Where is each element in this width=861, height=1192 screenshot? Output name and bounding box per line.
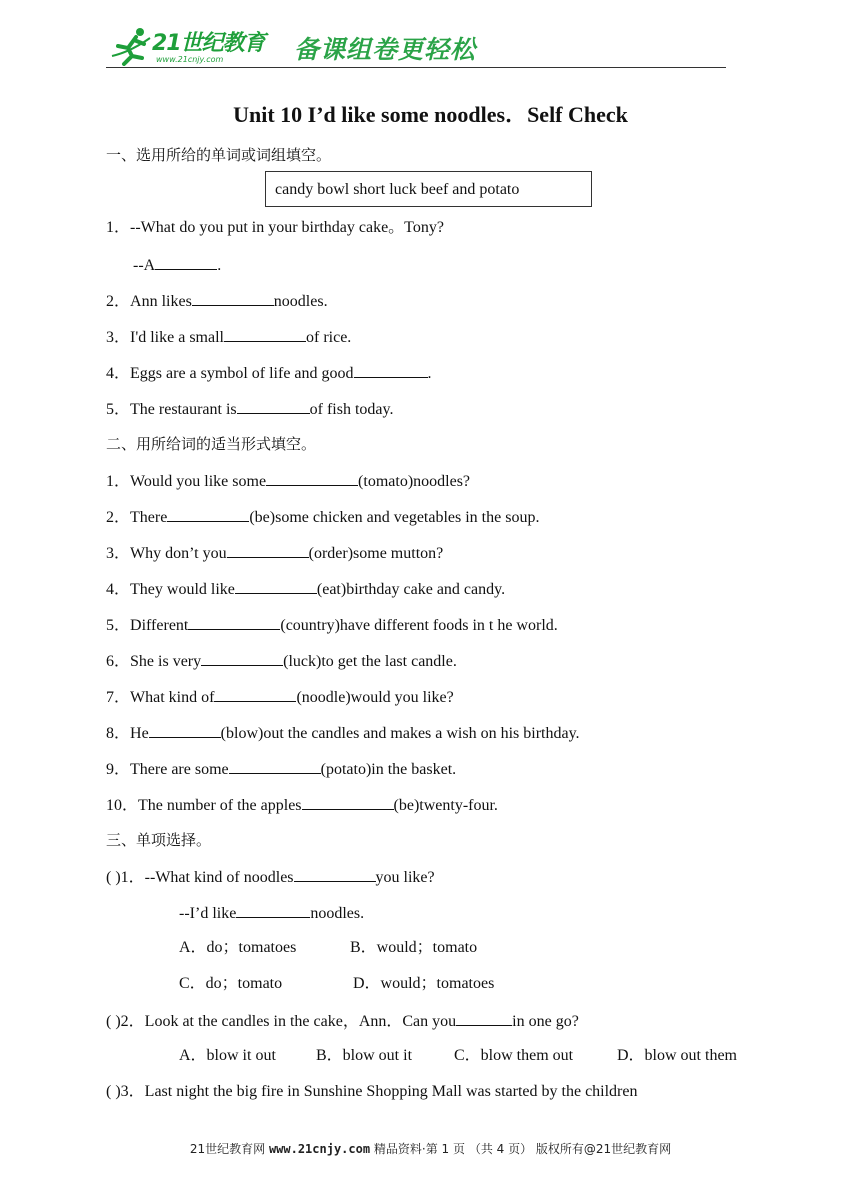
- question-text: --I’d like: [179, 905, 237, 922]
- question-text: (tomato)noodles?: [358, 473, 471, 490]
- answer-blank[interactable]: [229, 758, 321, 774]
- footer-site: 21世纪教育网: [189, 1142, 266, 1156]
- page-footer: [0, 1140, 861, 1157]
- question-text: Different: [130, 617, 189, 634]
- answer-blank[interactable]: [235, 578, 317, 594]
- answer-blank[interactable]: [224, 326, 306, 342]
- page-title: Unit 10 I’d like some noodles．Self Check: [233, 102, 628, 127]
- answer-blank[interactable]: [236, 902, 310, 918]
- answer-blank[interactable]: [302, 794, 394, 810]
- answer-blank[interactable]: [237, 398, 310, 414]
- question-text: in one go?: [512, 1013, 579, 1030]
- question-number: 1．: [106, 473, 131, 490]
- answer-blank[interactable]: [201, 650, 283, 666]
- question-text: (potato)in the basket.: [320, 761, 457, 778]
- answer-blank[interactable]: [456, 1010, 512, 1026]
- question-line: [106, 290, 328, 312]
- question-text: (blow)out the candles and makes a wish on his birthday.: [220, 725, 580, 742]
- question-number: 3．: [106, 329, 131, 346]
- mc-option[interactable]: A．do；tomatoes: [179, 939, 297, 956]
- answer-parenthesis[interactable]: ( )1．: [106, 869, 145, 886]
- question-number: 6．: [106, 653, 131, 670]
- answer-blank[interactable]: [227, 542, 309, 558]
- question-text: Look at the candles in the cake，Ann．Can you: [144, 1013, 457, 1030]
- answer-blank[interactable]: [266, 470, 358, 486]
- section-heading-1: 一、选用所给的单词或词组填空。: [106, 146, 332, 164]
- question-number: 2．: [106, 293, 131, 310]
- footer-url[interactable]: www.21cnjy.com: [268, 1142, 371, 1156]
- question-number: 3．: [106, 545, 131, 562]
- question-line: [133, 254, 221, 276]
- question-number: 8．: [106, 725, 131, 742]
- mc-option[interactable]: A．blow it out: [179, 1047, 276, 1064]
- runner-logo-icon: [110, 26, 154, 66]
- question-text: Ann likes: [130, 293, 192, 310]
- question-line: [106, 722, 580, 744]
- question-text: noodles.: [310, 905, 365, 922]
- question-line: [106, 506, 539, 528]
- answer-blank[interactable]: [294, 866, 376, 882]
- question-text: Last night the big fire in Sunshine Shopping Mall was started by the children: [144, 1083, 638, 1100]
- section-heading-2: 二、用所给词的适当形式填空。: [106, 435, 317, 453]
- answer-blank[interactable]: [167, 506, 249, 522]
- question-text: He: [130, 725, 149, 742]
- question-line: [106, 614, 558, 636]
- mc-option[interactable]: B．would；tomato: [350, 939, 478, 956]
- question-text: (be)twenty-four.: [393, 797, 498, 814]
- answer-blank[interactable]: [149, 722, 221, 738]
- footer-info: 精品资料·第 1 页 （共 4 页） 版权所有@21世纪教育网: [373, 1142, 672, 1156]
- question-text: you like?: [375, 869, 435, 886]
- question-text: of rice.: [305, 329, 352, 346]
- answer-blank[interactable]: [188, 614, 280, 630]
- word-box: [265, 171, 592, 207]
- question-number: 7．: [106, 689, 131, 706]
- question-text: noodles.: [273, 293, 328, 310]
- question-number: 2．: [106, 509, 131, 526]
- question-number: 1．: [106, 219, 131, 236]
- answer-blank[interactable]: [192, 290, 274, 306]
- question-text: of fish today.: [309, 401, 394, 418]
- question-line: [106, 794, 498, 816]
- word-box-text: candy bowl short luck beef and potato: [275, 181, 520, 198]
- mc-option[interactable]: D．blow out them: [617, 1047, 737, 1064]
- answer-blank[interactable]: [214, 686, 296, 702]
- question-text: The restaurant is: [130, 401, 237, 418]
- question-text: .: [427, 365, 432, 382]
- page-header: [106, 24, 726, 70]
- mc-question: [106, 1082, 637, 1102]
- header-divider: [106, 67, 726, 68]
- question-text: There are some: [130, 761, 229, 778]
- question-text: Eggs are a symbol of life and good: [130, 365, 354, 382]
- question-number: 9．: [106, 761, 131, 778]
- mc-option[interactable]: C．blow them out: [454, 1047, 574, 1064]
- question-line: [106, 578, 505, 600]
- question-text: .: [217, 257, 222, 274]
- question-text: I'd like a small: [130, 329, 224, 346]
- mc-option[interactable]: C．do；tomato: [179, 975, 283, 992]
- question-number: 5．: [106, 401, 131, 418]
- question-text: (be)some chicken and vegetables in the soup.: [249, 509, 540, 526]
- question-text: There: [130, 509, 168, 526]
- logo-url: www.21cnjy.com: [156, 55, 224, 64]
- question-text: (luck)to get the last candle.: [283, 653, 457, 670]
- question-line: [106, 362, 432, 384]
- question-text: Would you like some: [130, 473, 267, 490]
- header-slogan: 备课组卷更轻松: [294, 35, 477, 64]
- question-text: --What kind of noodles: [144, 869, 294, 886]
- question-number: 10．: [106, 797, 139, 814]
- question-line: [106, 470, 470, 492]
- section-heading-3: 三、单项选择。: [106, 831, 212, 849]
- question-text: The number of the apples: [138, 797, 302, 814]
- mc-option[interactable]: B．blow out it: [316, 1047, 413, 1064]
- answer-blank[interactable]: [354, 362, 428, 378]
- question-text: (order)some mutton?: [308, 545, 444, 562]
- mc-question: [106, 1010, 579, 1032]
- answer-blank[interactable]: [155, 254, 217, 270]
- answer-parenthesis[interactable]: ( )2．: [106, 1013, 145, 1030]
- question-text: (eat)birthday cake and candy.: [316, 581, 506, 598]
- question-text: They would like: [130, 581, 235, 598]
- question-line: [106, 758, 456, 780]
- question-line: [106, 218, 444, 238]
- question-text: She is very: [130, 653, 202, 670]
- question-text: What kind of: [130, 689, 215, 706]
- question-text: --A: [133, 257, 156, 274]
- question-number: 5．: [106, 617, 131, 634]
- answer-parenthesis[interactable]: ( )3．: [106, 1083, 145, 1100]
- question-number: 4．: [106, 581, 131, 598]
- question-line: [106, 398, 393, 420]
- question-text: --What do you put in your birthday cake。Tony?: [130, 219, 444, 236]
- question-line: [106, 326, 351, 348]
- question-line: [106, 542, 443, 564]
- question-text: (noodle)would you like?: [296, 689, 454, 706]
- mc-option[interactable]: D．would；tomatoes: [353, 975, 495, 992]
- question-number: 4．: [106, 365, 131, 382]
- mc-question: [106, 866, 435, 888]
- question-line: [106, 650, 457, 672]
- question-line: [106, 686, 454, 708]
- mc-question-reply: [179, 902, 364, 924]
- question-text: Why don’t you: [130, 545, 227, 562]
- logo-text: 21世纪教育: [152, 31, 265, 56]
- question-text: (country)have different foods in t he world.: [280, 617, 558, 634]
